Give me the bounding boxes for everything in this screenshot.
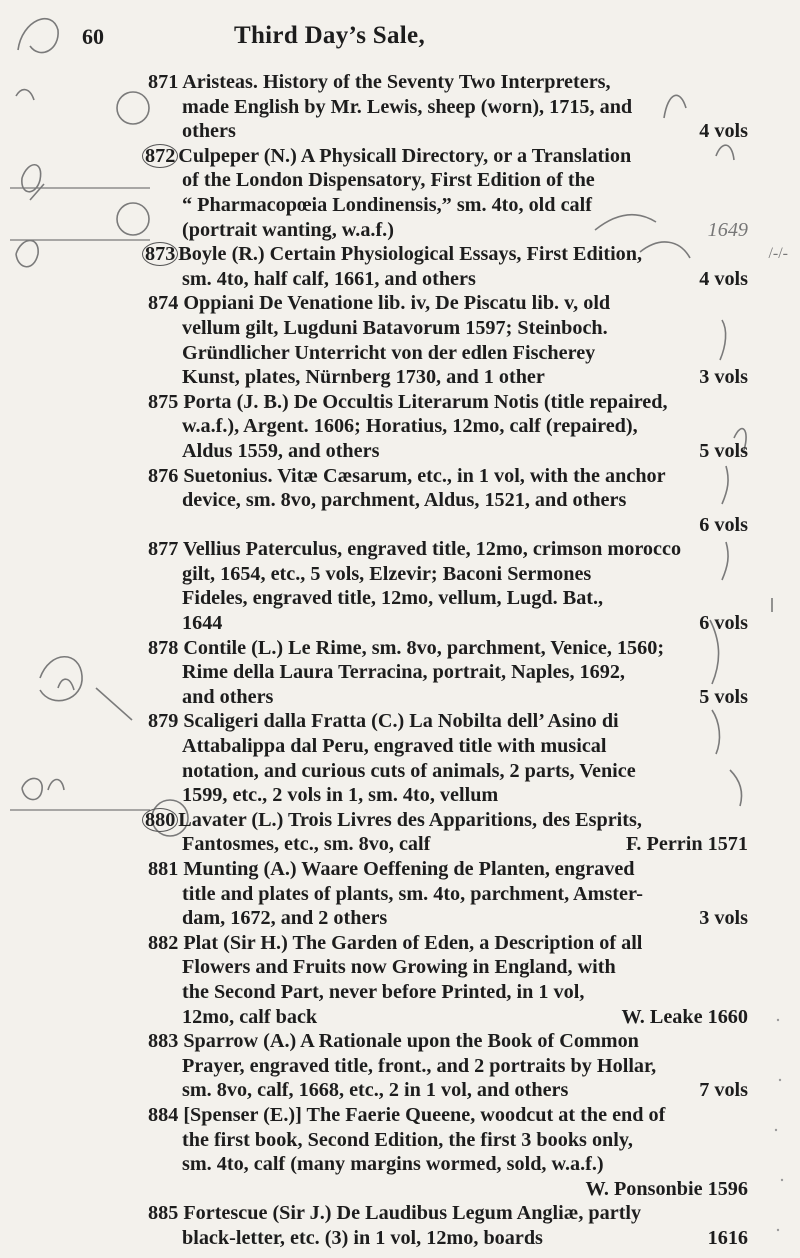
lot-line: Gründlicher Unterricht von der edlen Fischerey (182, 341, 596, 364)
lot-line-with-trail (148, 1078, 748, 1103)
lot-line: gilt, 1654, etc., 5 vols, Elzevir; Baconi Sermones (182, 562, 592, 585)
lot-878 (148, 636, 748, 710)
lot-line: title and plates of plants, sm. 4to, parchment, Amster- (182, 882, 643, 905)
page-number: 60 (82, 24, 104, 49)
lot-line-with-trail (148, 1226, 748, 1251)
lot-line: 874 Oppiani De Venatione lib. iv, De Piscatu lib. v, old (148, 292, 611, 315)
lot-heading: Culpeper (178, 144, 259, 167)
lot-line (145, 808, 748, 833)
lot-line: 878 Contile (L.) Le Rime, sm. 8vo, parchment, Venice, 1560; (148, 636, 665, 659)
lot-line: (L.) Trois Livres des Apparitions, des Esprits, (251, 808, 642, 831)
lot-line-with-trail (148, 513, 748, 538)
lot-line: made English by Mr. Lewis, sheep (worn), 1715, and (182, 95, 633, 118)
lot-volumes: 6 vols (699, 612, 748, 635)
lot-volumes: 7 vols (699, 1079, 748, 1102)
lot-882 (148, 931, 748, 1029)
lot-line: 871 Aristeas. History of the Seventy Two Interpreters, (148, 71, 611, 93)
lot-871 (148, 70, 748, 144)
running-title: Third Day’s Sale, (234, 22, 426, 49)
lot-line-with-trail (148, 1005, 748, 1030)
lot-line-with-trail (148, 906, 748, 931)
lot-line: 883 Sparrow (A.) A Rationale upon the Book of Common (148, 1030, 639, 1053)
lot-line: Kunst, plates, Nürnberg 1730, and 1 other (182, 366, 545, 389)
lot-line: 882 Plat (Sir H.) The Garden of Eden, a Description of all (148, 931, 643, 954)
circled-lot-number: 880 (142, 808, 178, 832)
lot-line: 884 [Spenser (E.)] The Faerie Queene, woodcut at the end of (148, 1103, 666, 1126)
lot-line: vellum gilt, Lugduni Batavorum 1597; Steinboch. (182, 316, 608, 339)
lot-imprint: F. Perrin 1571 (625, 833, 748, 856)
lot-line: 12mo, calf back (182, 1005, 318, 1028)
lot-line: (N.) A Physicall Directory, or a Translation (263, 144, 632, 167)
lot-imprint: 1616 (707, 1226, 748, 1249)
lot-imprint: W. Ponsonbie 1596 (585, 1177, 748, 1200)
lot-line: 877 Vellius Paterculus, engraved title, 12mo, crimson morocco (148, 538, 682, 561)
lot-volumes: 3 vols (699, 907, 748, 930)
lot-volumes: 5 vols (699, 685, 748, 708)
page-header (0, 18, 800, 58)
lot-line: device, sm. 8vo, parchment, Aldus, 1521, and others (182, 489, 627, 512)
lot-heading: Boyle (178, 243, 227, 266)
lot-line-with-trail (148, 1177, 748, 1202)
lot-line: Fantosmes, etc., sm. 8vo, calf (182, 833, 431, 856)
lot-line-with-trail (148, 832, 748, 857)
lot-line: Prayer, engraved title, front., and 2 portraits by Hollar, (182, 1054, 657, 1077)
lot-line: the first book, Second Edition, the first 3 books only, (182, 1128, 633, 1151)
lot-881 (148, 857, 748, 931)
lot-line: 1644 (182, 612, 223, 635)
lot-line-with-trail (148, 119, 748, 144)
lot-volumes: 4 vols (699, 267, 748, 290)
lot-875 (148, 390, 748, 464)
lot-heading: Lavater (178, 808, 247, 831)
circled-lot-number: 872 (142, 144, 178, 168)
lot-line: 881 Munting (A.) Waare Oeffening de Planten, engraved (148, 858, 635, 880)
lot-line: sm. 4to, calf (many margins wormed, sold, w.a.f.) (182, 1153, 604, 1176)
lot-line: 885 Fortescue (Sir J.) De Laudibus Legum Angliæ, partly (148, 1202, 642, 1225)
circled-lot-number: 873 (142, 242, 178, 266)
lot-list (145, 70, 788, 1251)
lot-line (145, 242, 748, 267)
lot-line: Fideles, engraved title, 12mo, vellum, Lugd. Bat., (182, 587, 604, 610)
lot-line: sm. 4to, half calf, 1661, and others (182, 267, 476, 290)
lot-volumes: 3 vols (699, 366, 748, 389)
lot-line: 1599, etc., 2 vols in 1, sm. 4to, vellum (182, 784, 499, 807)
lot-line: (portrait wanting, w.a.f.) (182, 218, 394, 241)
margin-price: 1649 (707, 218, 748, 241)
lot-874 (148, 291, 748, 389)
lot-883 (148, 1029, 748, 1103)
lot-884 (148, 1103, 748, 1201)
lot-imprint: W. Leake 1660 (621, 1005, 748, 1028)
lot-line: Flowers and Fruits now Growing in England, with (182, 956, 616, 979)
lot-line: w.a.f.), Argent. 1606; Horatius, 12mo, calf (repaired), (182, 415, 638, 438)
lot-line: Attabalippa dal Peru, engraved title with musical (182, 735, 607, 758)
lot-line: (R.) Certain Physiological Essays, First Edition, (231, 243, 643, 266)
lot-873 (145, 242, 788, 291)
lot-line: 875 Porta (J. B.) De Occultis Literarum Notis (title repaired, (148, 390, 668, 413)
lot-volumes: 5 vols (699, 439, 748, 462)
lot-line: of the London Dispensatory, First Edition of the (182, 169, 595, 192)
lot-line: sm. 8vo, calf, 1668, etc., 2 in 1 vol, and others (182, 1079, 569, 1102)
lot-872 (145, 144, 748, 242)
lot-880 (145, 808, 748, 857)
lot-line-with-trail (148, 218, 748, 243)
lot-line-with-trail (148, 611, 748, 636)
lot-volumes: 6 vols (699, 513, 748, 536)
lot-line: Aldus 1559, and others (182, 439, 380, 462)
margin-note: /-/- (768, 245, 788, 263)
lot-line: others (182, 120, 236, 143)
lot-line: notation, and curious cuts of animals, 2 parts, Venice (182, 759, 636, 782)
lot-line: dam, 1672, and 2 others (182, 907, 388, 930)
lot-line-with-trail (148, 439, 748, 464)
lot-line: Rime della Laura Terracina, portrait, Naples, 1692, (182, 661, 625, 684)
lot-line: the Second Part, never before Printed, in 1 vol, (182, 980, 585, 1003)
lot-line: 879 Scaligeri dalla Fratta (C.) La Nobilta dell’ Asino di (148, 710, 619, 733)
lot-879 (148, 709, 748, 807)
lot-line-with-trail (148, 365, 748, 390)
lot-line: black-letter, etc. (3) in 1 vol, 12mo, boards (182, 1226, 543, 1249)
lot-876 (148, 464, 748, 538)
lot-line-with-trail (148, 685, 748, 710)
lot-line: and others (182, 685, 274, 708)
lot-line-with-trail (148, 267, 748, 292)
lot-line (145, 144, 748, 169)
lot-877 (148, 537, 748, 635)
lot-volumes: 4 vols (699, 120, 748, 143)
lot-line: “ Pharmacopœia Londinensis,” sm. 4to, old calf (182, 193, 592, 216)
lot-line: 876 Suetonius. Vitæ Cæsarum, etc., in 1 vol, with the anchor (148, 464, 666, 487)
lot-885 (148, 1201, 748, 1250)
